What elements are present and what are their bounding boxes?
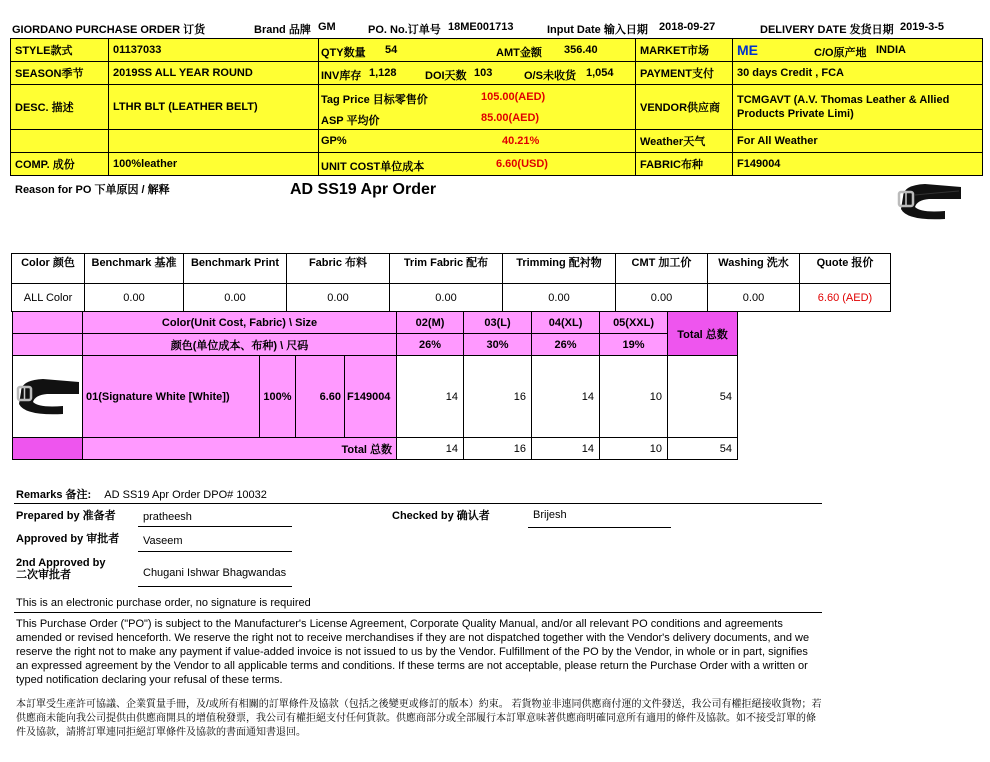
cost-header-benchmark-print: Benchmark Print [184,254,287,284]
season-value: 2019SS ALL YEAR ROUND [109,62,319,85]
cost-cell: 0.00 [708,284,800,312]
asp-label: ASP 平均价 [321,115,380,127]
signature-line [138,586,292,587]
size-ratio: 26% [532,334,600,356]
weather-label: Weather天气 [636,130,733,153]
comp-value: 100%leather [109,153,319,176]
tag-price-label: Tag Price 目标零售价 [321,94,428,106]
po-header [12,18,980,36]
total-qty: 14 [397,438,464,460]
belt-product-image [15,374,81,416]
unit-cost-cell [319,153,636,176]
signature-line [138,551,292,552]
cost-breakdown-table [11,253,891,312]
table-row [13,356,738,438]
remarks-value: AD SS19 Apr Order DPO# 10032 [104,489,267,501]
market-value: ME [737,42,758,58]
item-pct: 100% [260,356,296,438]
qty-value: 54 [385,44,398,56]
second-approved-by-value: Chugani Ishwar Bhagwandas [143,567,287,579]
po-info-table [10,38,983,176]
total-row-label: Total 总数 [83,438,397,460]
doi-label: DOI天数 [425,70,467,82]
checked-by-label: Checked by 确认者 [392,510,490,522]
gp-label: GP% [321,135,347,147]
fabric-label: FABRIC布种 [636,153,733,176]
style-label: STYLE款式 [11,39,109,62]
desc-value: LTHR BLT (LEATHER BELT) [109,85,319,130]
prepared-by-value: pratheesh [143,511,192,523]
cost-cell: 0.00 [287,284,390,312]
qty-amt-cell [319,39,636,62]
item-color: 01(Signature White [White]) [83,356,260,438]
quote-cell: 6.60 (AED) [800,284,891,312]
os-label: O/S未收货 [524,70,576,82]
size-label: 04(XL) [532,312,600,334]
terms-chinese: 本訂單受生產許可協議、企業質量手冊，及/或所有相關的訂單條件及協款（包括之後變更或修訂的版本）約束。 若貨物並非連同供應商付運的文件發送，我公司有權拒絕接收貨物；若供應商未能向我公司提供由供應商開具的增值稅發票，我公司有權拒絕支付任何貨款。供應商部分或全部履行本訂單意味著供應商明確同意所有適用的條件及協款。如不接受訂單的條件及協款，請將訂單連同拒絕訂單條件及協款的書面通知書退回。 [16,699,822,738]
cost-header-cmt: CMT 加工价 [616,254,708,284]
cost-header-trim-fabric: Trim Fabric 配布 [390,254,503,284]
item-fabric: F149004 [345,356,397,438]
empty-cell [11,130,109,153]
item-qty: 16 [464,356,532,438]
cost-header-color: Color 颜色 [12,254,85,284]
image-header-cell [13,334,83,356]
divider [14,503,822,504]
table-row [13,438,738,460]
remarks [16,486,267,502]
cost-cell: 0.00 [390,284,503,312]
market-label: MARKET市场 [636,39,733,62]
po-title: GIORDANO PURCHASE ORDER 订货 [12,24,206,36]
size-label: 05(XXL) [600,312,668,334]
cost-cell: 0.00 [616,284,708,312]
image-header-cell [13,312,83,334]
approved-by-value: Vaseem [143,535,183,547]
os-value: 1,054 [586,67,614,79]
empty-cell [109,130,319,153]
item-qty: 10 [600,356,668,438]
cost-cell: 0.00 [85,284,184,312]
size-label: 03(L) [464,312,532,334]
item-cost: 6.60 [296,356,345,438]
terms-english: This Purchase Order ("PO") is subject to the Manufacturer's License Agreement, Corporate Quality Manual, and/or all relevant PO conditions and agreements amended or revised henceforth. We reserve the right not to receive merchandises if they are not dispatched together with the Vendor's delivery documents, and we reserve the right not to make any payment if value-added invoice is not issued to us by the Vendor. Fulfillment of the PO by the Vendor, in whole or in part, signifies an expressed agreement by the Vendor to all applicable terms and conditions. If these terms are not acceptable, please return the Purchase Order with a written or typed notification declaring your refusal of these terms. [16,618,810,686]
total-qty: 14 [532,438,600,460]
total-header: Total 总数 [668,312,738,356]
unit-cost-value: 6.60(USD) [496,158,548,170]
electronic-notice: This is an electronic purchase order, no signature is required [16,597,311,609]
belt-product-image [895,177,965,221]
cost-header-washing: Washing 洗水 [708,254,800,284]
brand-label: Brand 品牌 [254,24,311,36]
tag-price-value: 105.00(AED) [481,91,546,103]
approved-by-label: Approved by 审批者 [16,533,120,545]
vendor-cell [733,85,983,130]
payment-label: PAYMENT支付 [636,62,733,85]
vendor-label: VENDOR供应商 [636,85,733,130]
size-ratio: 19% [600,334,668,356]
signature-line [528,527,671,528]
cost-header-trimming: Trimming 配衬物 [503,254,616,284]
remarks-label: Remarks 备注: [16,489,92,501]
grand-total: 54 [668,438,738,460]
input-date-value: 2018-09-27 [659,21,716,33]
total-row-cell [13,438,83,460]
weather-value: For All Weather [733,130,983,153]
size-header-zh: 颜色(单位成本、布种) \ 尺码 [83,334,397,356]
signature-line [138,526,292,527]
fabric-value: F149004 [733,153,983,176]
cost-header-benchmark: Benchmark 基准 [85,254,184,284]
total-qty: 10 [600,438,668,460]
style-value: 01137033 [109,39,319,62]
item-total: 54 [668,356,738,438]
gp-value: 40.21% [502,135,540,147]
payment-value: 30 days Credit , FCA [733,62,983,85]
origin-value: INDIA [876,44,906,56]
table-row [12,284,891,312]
size-label: 02(M) [397,312,464,334]
qty-label: QTY数量 [321,47,366,59]
checked-by-value: Brijesh [533,509,567,521]
amt-value: 356.40 [564,44,598,56]
divider [14,612,822,613]
unit-cost-label: UNIT COST单位成本 [321,161,425,173]
inv-label: INV库存 [321,70,362,82]
cost-cell: 0.00 [184,284,287,312]
item-image-cell [13,356,83,438]
reason-value: AD SS19 Apr Order [290,181,437,198]
item-qty: 14 [532,356,600,438]
cost-cell: ALL Color [12,284,85,312]
season-label: SEASON季节 [11,62,109,85]
input-date-label: Input Date 输入日期 [547,24,648,36]
size-ratio: 30% [464,334,532,356]
delivery-date-value: 2019-3-5 [900,21,945,33]
gp-cell [319,130,636,153]
total-qty: 16 [464,438,532,460]
vendor-value-line2: Products Private Limi) [737,108,854,120]
vendor-value-line1: TCMGAVT (A.V. Thomas Leather & Allied [737,94,950,106]
second-approved-by-label-en: 2nd Approved by [16,557,106,569]
prepared-by-label: Prepared by 准备者 [16,510,116,522]
comp-label: COMP. 成份 [11,153,109,176]
item-qty: 14 [397,356,464,438]
asp-value: 85.00(AED) [481,112,540,124]
origin-label: C/O原产地 [814,47,867,59]
inv-value: 1,128 [369,67,397,79]
size-header-en: Color(Unit Cost, Fabric) \ Size [83,312,397,334]
cost-cell: 0.00 [503,284,616,312]
market-cell [733,39,983,62]
cost-header-quote: Quote 报价 [800,254,891,284]
size-ratio: 26% [397,334,464,356]
inventory-cell [319,62,636,85]
desc-label: DESC. 描述 [11,85,109,130]
reason-label: Reason for PO 下单原因 / 解释 [15,184,170,196]
delivery-date-label: DELIVERY DATE 发货日期 [760,24,894,36]
po-number-label: PO. No.订单号 [368,24,441,36]
size-breakdown-table [12,311,738,460]
brand-value: GM [318,21,336,33]
cost-header-fabric: Fabric 布料 [287,254,390,284]
second-approved-by-label-zh: 二次审批者 [16,569,71,581]
price-cell [319,85,636,130]
amt-label: AMT金额 [496,47,542,59]
doi-value: 103 [474,67,493,79]
po-number-value: 18ME001713 [448,21,514,33]
